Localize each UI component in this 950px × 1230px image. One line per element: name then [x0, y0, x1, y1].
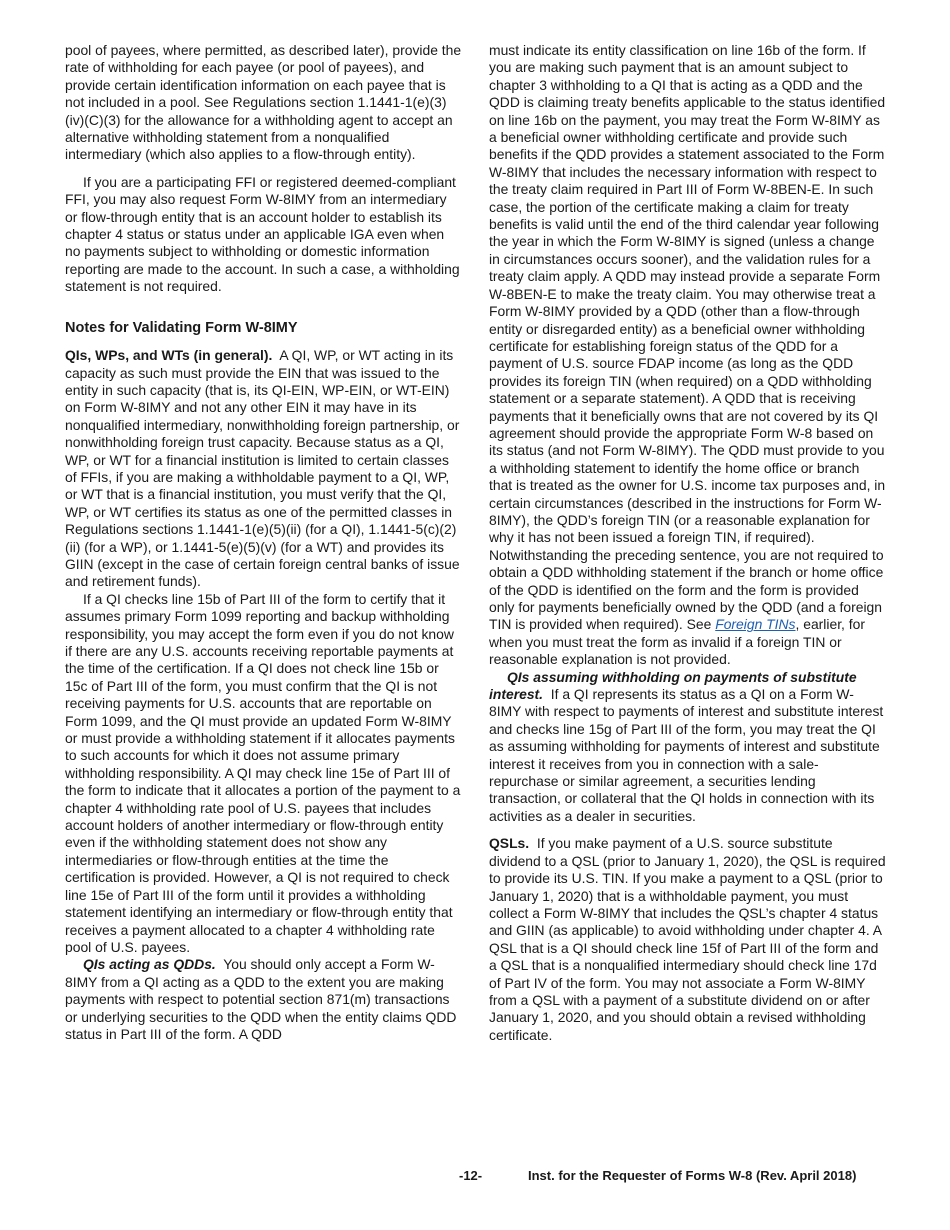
paragraph-text: If a QI represents its status as a QI on a Form W-8IMY with respect to payments of interest and substitute interest and checks line 15g of Part III of the form, you may treat the QI as assuming withholding for payments of interest and substitute interest it receives from you in connection with a sale-repurchase or similar agreement, a securities lending transaction, or collateral that the QI holds in connection with its activities as a dealer in securities.	[489, 686, 884, 824]
paragraph-text: You should only accept a Form W-8IMY from a QI acting as a QDD to the extent you are making payments with respect to potential section 871(m) transactions or underlying securities to the QDD when the entity claims QDD status in Part III of the form. A QDD	[65, 956, 457, 1042]
run-in-heading: QIs assuming withholding on payments of substitute interest.	[489, 668, 857, 703]
right-column	[489, 42, 886, 1044]
run-in-heading: QIs, WPs, and WTs (in general).	[65, 347, 273, 364]
paragraph	[489, 42, 886, 669]
run-in-heading: QIs acting as QDDs.	[83, 956, 216, 973]
section-heading: Notes for Validating Form W-8IMY	[65, 319, 298, 336]
paragraph-text: A QI, WP, or WT acting in its capacity as such must provide the EIN that was issued to the entity in such capacity (that is, its QI-EIN, WP-EIN, or WT-EIN) on Form W-8IMY and not any other EIN it may have in its nonqualified intermediary, nonwithholding foreign partnership, or nonwithholding foreign trust capacity. Because status as a QI, WP, or WT for a financial institution is limited to certain classes of FFIs, if you are making a withholdable payment to a QI, WP, or WT that is a financial institution, you must verify that the QI, WP, or WT certifies its status as one of the permitted classes in Regulations sections 1.1441-1(e)(5)(ii) (for a QI), 1.1441-5(c)(2)(ii) (for a WP), or 1.1441-5(e)(5)(v) (for a WT) and provides its GIIN (except in the case of certain foreign central banks of issue and retirement funds).	[65, 347, 460, 590]
foreign-tins-link[interactable]: Foreign TINs	[715, 616, 796, 633]
paragraph	[65, 347, 462, 591]
run-in-heading: QSLs.	[489, 835, 530, 852]
paragraph: If you are a participating FFI or registered deemed-compliant FFI, you may also request Form W-8IMY from an intermediary or flow-through entity that is an account holder to establish its chapter 4 status or status under an applicable IGA even when no payments subject to withholding or domestic information reporting are made to the account. In such a case, a withholding statement is not required.	[65, 173, 460, 295]
document-title: Inst. for the Requester of Forms W-8 (Rev. April 2018)	[528, 1168, 857, 1183]
page-number: -12-	[459, 1168, 483, 1183]
paragraph	[489, 669, 886, 826]
paragraph-text: must indicate its entity classification on line 16b of the form. If you are making such payment that is an amount subject to chapter 3 withholding to a QI that is acting as a QDD and the QDD is claiming treaty benefits applicable to the status identified on line 16b on the payment, you may treat the Form W-8IMY as a beneficial owner withholding certificate and provide such benefits if the QDD provides a statement associated to the Form W-8IMY that includes the necessary information with respect to the treaty claim required in Part III of Form W-8BEN-E. In such case, the portion of the certificate making a claim for treaty benefits is valid until the end of the third calendar year following the year in which the Form W-8IMY is signed (unless a change in circumstances occurs sooner), and the validation rules for a treaty claim apply. A QDD may instead provide a separate Form W-8BEN-E to make the treaty claim. You may otherwise treat a Form W-8IMY provided by a QDD (other than a flow-through entity or disregarded entity) as a beneficial owner withholding certificate for establishing foreign status of the QDD for a payment of U.S. source FDAP income (as long as the QDD provides its foreign TIN (when required) on a QDD withholding statement or a separate statement). A QDD that is receiving payments that it beneficially owns that are not covered by its QI agreement should provide the appropriate Form W-8 based on its status (and not Form W-8IMY). The QDD must provide to you a withholding statement to identify the home office or branch that is treated as the owner for U.S. income tax purposes and, in certain circumstances (described in the instructions for Form W-8IMY), the QDD’s foreign TIN (or a reasonable explanation for why it has not been issued a foreign TIN, if required). Notwithstanding the preceding sentence, you are not required to obtain a QDD withholding statement if the branch or home office of the QDD is identified on the form and the form is provided only for payments beneficially owned by the QDD (and a foreign TIN is provided when required). See	[489, 42, 886, 633]
paragraph: pool of payees, where permitted, as described later), provide the rate of withholding for each payee (or pool of payees), and provide certain identification information on each payee that is not included in a pool. See Regulations section 1.1441-1(e)(3)(iv)(C)(3) for the allowance for a withholding agent to accept an alternative withholding statement from a nonqualified intermediary (which also applies to a flow-through entity).	[65, 42, 462, 163]
left-column	[65, 42, 462, 1043]
paragraph	[65, 956, 462, 1043]
paragraph	[489, 835, 886, 1044]
paragraph-text: , earlier, for when you must treat the form as invalid if a foreign TIN or reasonable explanation is not provided.	[489, 616, 865, 668]
paragraph: If a QI checks line 15b of Part III of the form to certify that it assumes primary Form 1099 reporting and backup withholding responsibility, you may accept the form even if you do not know if there are any U.S. accounts receiving reportable payments at the time of the certification. If a QI does not check line 15b or 15c of Part III of the form, you must confirm that the QI is not receiving payments for U.S. accounts that are reportable on Form 1099, and the QI must provide an updated Form W-8IMY or must provide a withholding statement if it allocates payments to such accounts for which it does not assume primary withholding responsibility. A QI may check line 15e of Part III of the form to indicate that it allocates a portion of the payment to a chapter 4 withholding rate pool of U.S. payees that includes account holders of another intermediary or flow-through entity even if the withholding statement does not show any intermediaries or flow-through entities at the time the certification is provided. However, a QI is not required to check line 15e of Part III of the form until it provides a withholding statement identifying an intermediary or flow-through entity that receives a payment allocated to a chapter 4 withholding rate pool of U.S. payees.	[65, 590, 461, 955]
paragraph-text: If you make payment of a U.S. source substitute dividend to a QSL (prior to January 1, 2020), the QSL is required to provide its U.S. TIN. If you make a payment to a QSL (prior to January 1, 2020) that is a withholdable payment, you must collect a Form W-8IMY that includes the QSL’s chapter 4 status and GIIN (as applicable) to avoid withholding under chapter 4. A QSL that is a QI should check line 15f of Part III of the form and a QSL that is a nonqualified intermediary should check line 17d of Part IV of the form. You may not associate a Form W-8IMY from a QSL with a payment of a substitute dividend on or after January 1, 2020, and you should obtain a revised withholding certificate.	[489, 835, 886, 1043]
